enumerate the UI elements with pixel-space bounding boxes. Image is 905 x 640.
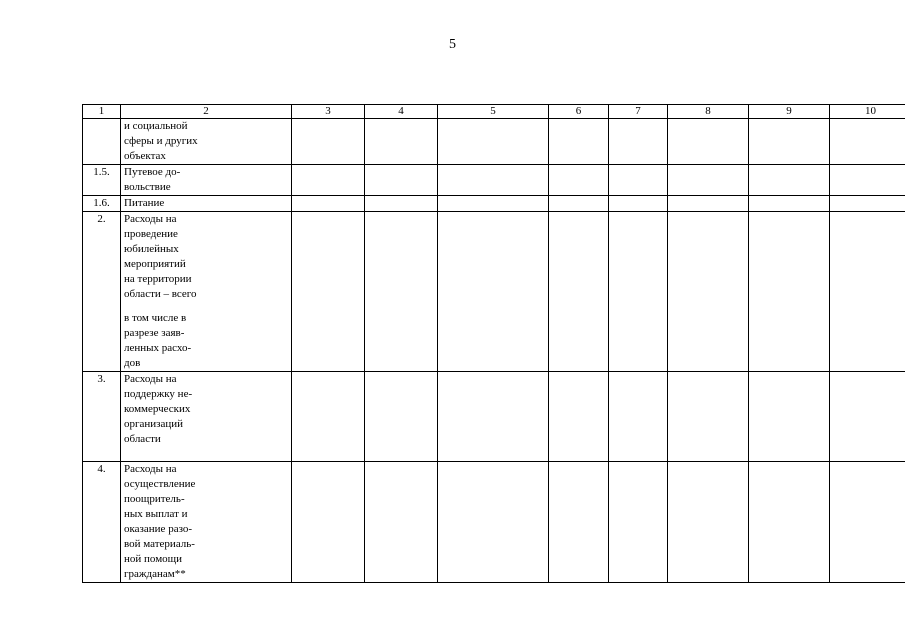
table-row (83, 119, 905, 165)
row-label: и социальной сферы и других объектах (121, 119, 292, 165)
row-number: 2. (83, 212, 121, 372)
column-header: 7 (609, 105, 668, 119)
row-label: Расходы на поддержку не- коммерческих организаций области (121, 372, 292, 462)
row-label: Путевое до- вольствие (121, 165, 292, 196)
column-header: 9 (749, 105, 830, 119)
row-number: 1.6. (83, 196, 121, 212)
budget-table (82, 104, 905, 583)
column-header: 10 (830, 105, 905, 119)
row-label: Расходы на проведение юбилейных мероприятий на территории области – всего в том числе в разрезе заяв- ленных расхо- дов (121, 212, 292, 372)
row-number: 4. (83, 462, 121, 583)
column-header: 8 (668, 105, 749, 119)
row-number (83, 119, 121, 165)
column-header: 3 (292, 105, 365, 119)
row-number: 3. (83, 372, 121, 462)
table-row (83, 212, 905, 372)
column-header: 5 (438, 105, 549, 119)
row-number: 1.5. (83, 165, 121, 196)
row-label: Питание (121, 196, 292, 212)
table-row (83, 462, 905, 583)
column-header: 2 (121, 105, 292, 119)
row-label: Расходы на осуществление поощритель- ных выплат и оказание разо- вой материаль- ной помощи гражданам** (121, 462, 292, 583)
table-row (83, 165, 905, 196)
page-number: 5 (449, 37, 456, 52)
table-row (83, 372, 905, 462)
column-header: 1 (83, 105, 121, 119)
column-header: 6 (549, 105, 609, 119)
column-header: 4 (365, 105, 438, 119)
column-number-row (83, 105, 905, 119)
table-row (83, 196, 905, 212)
